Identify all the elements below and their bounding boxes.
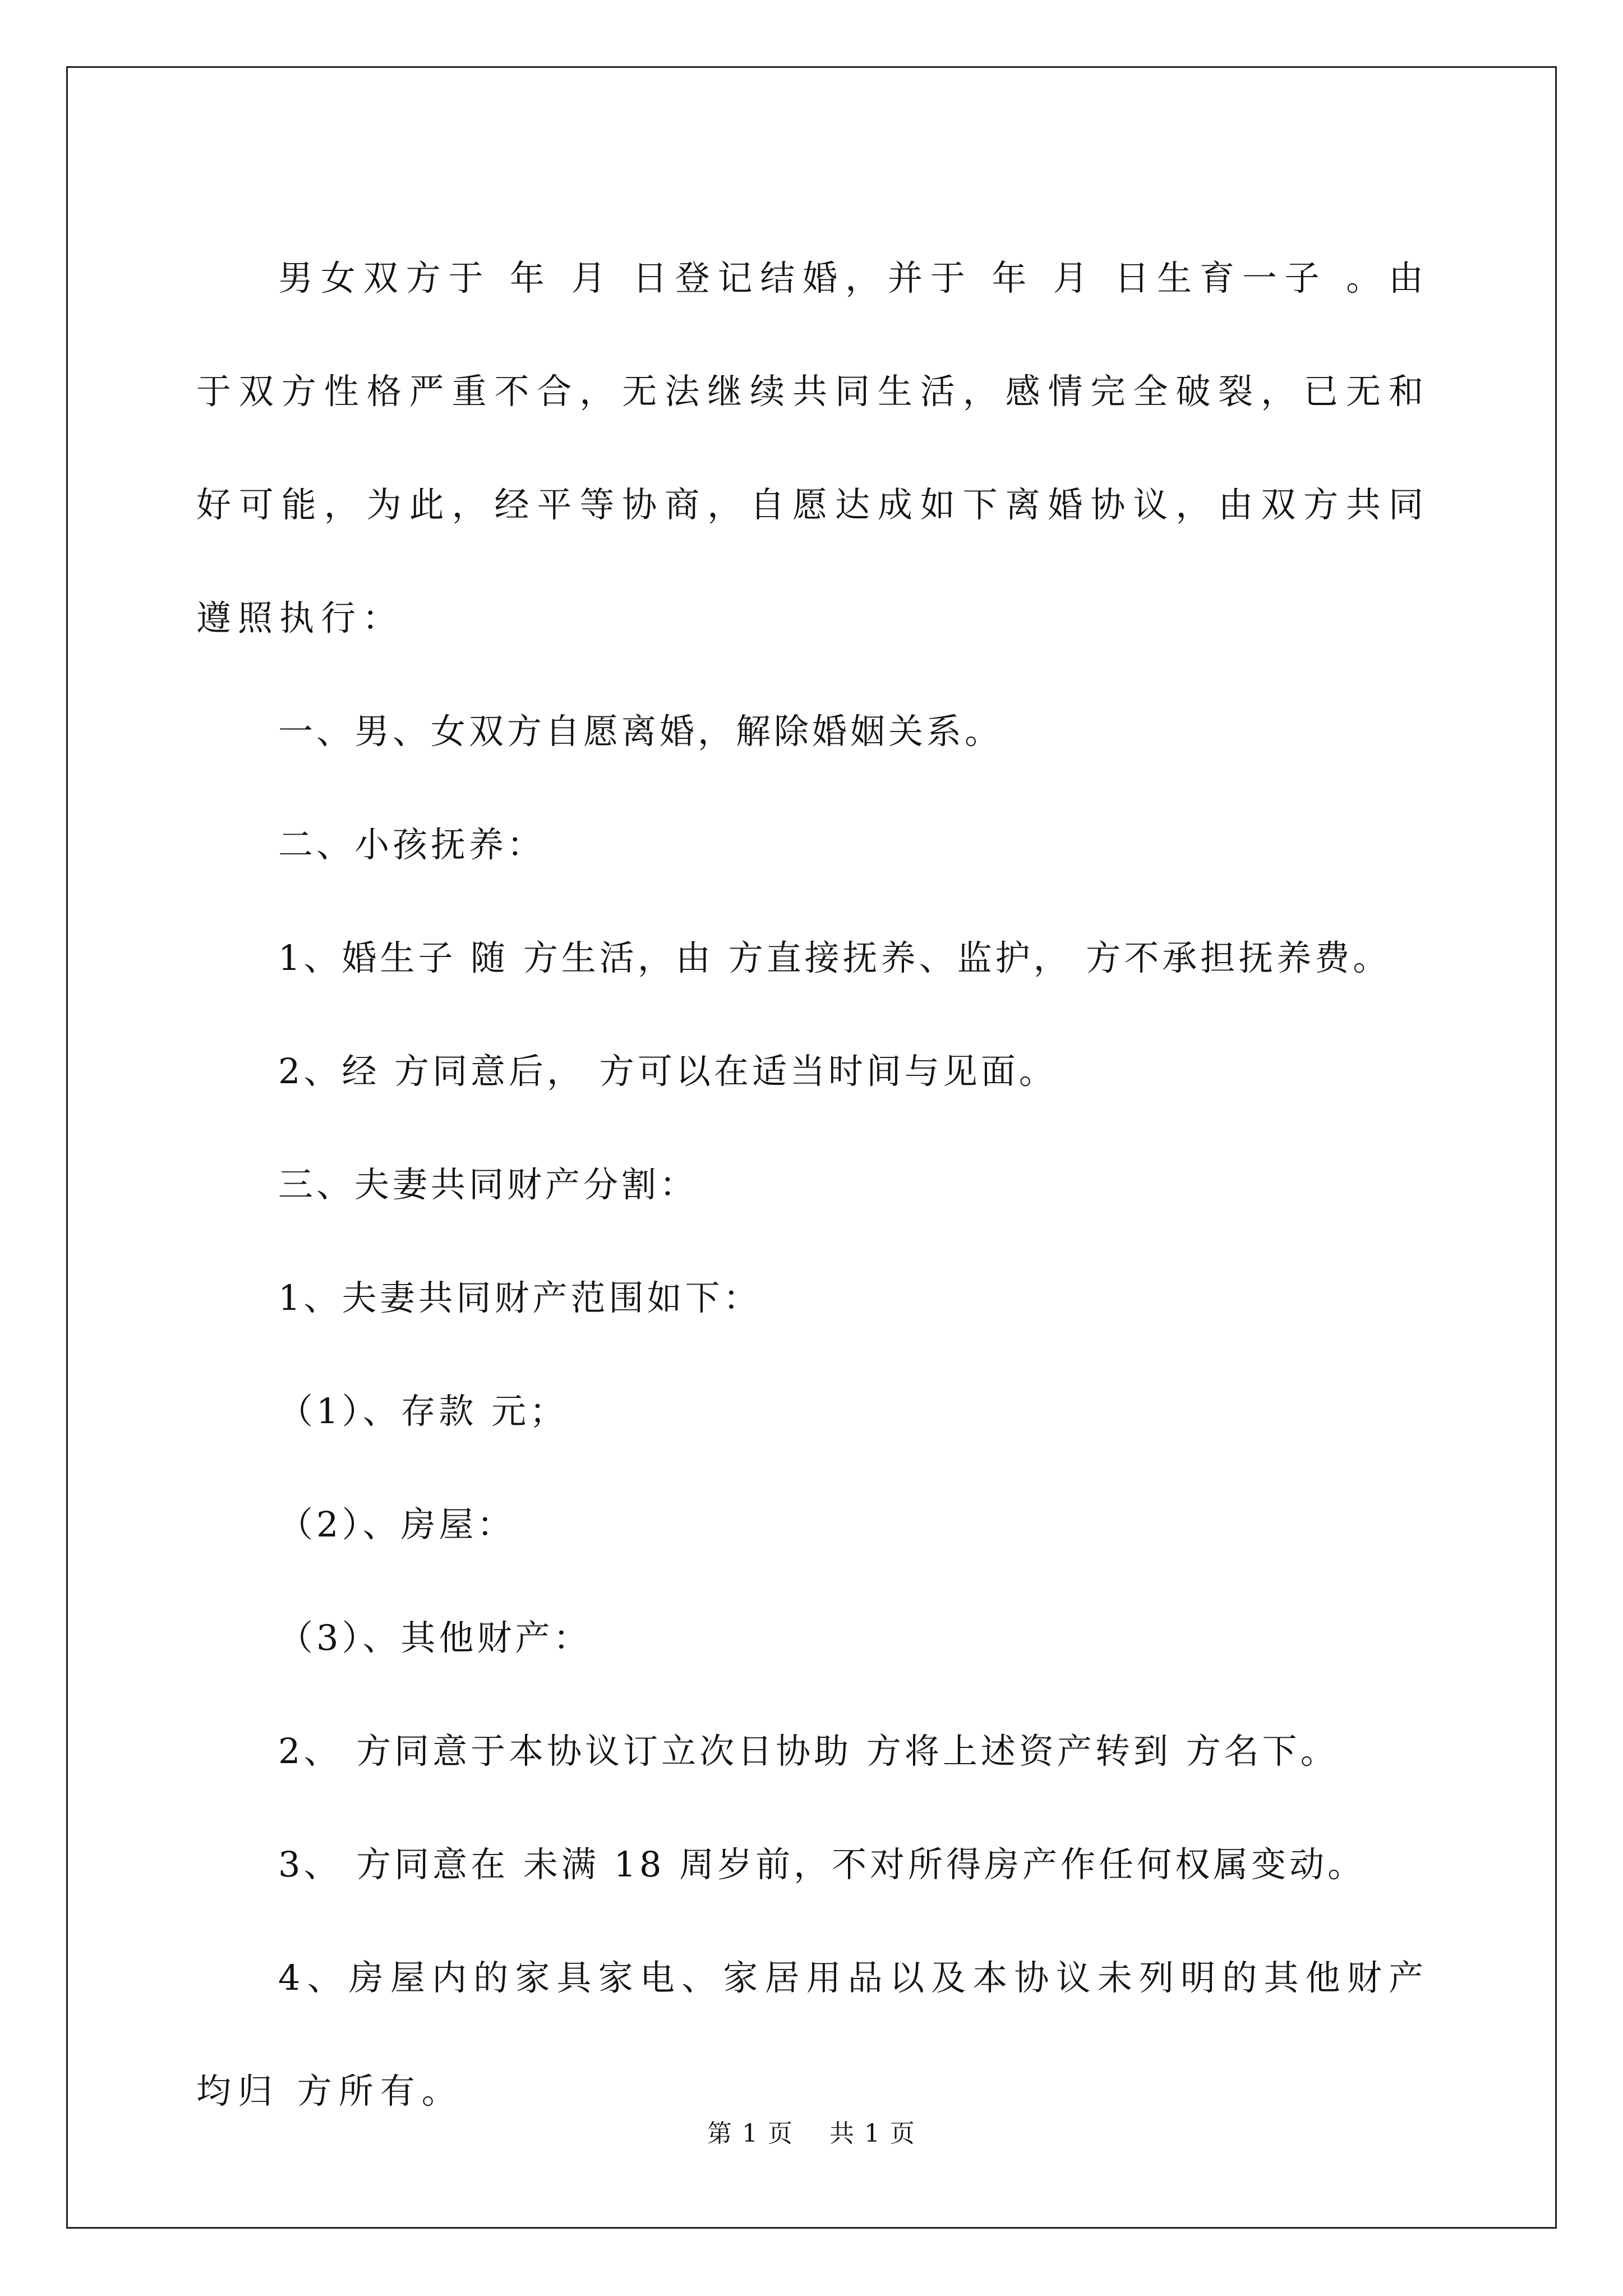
agreement-body bbox=[196, 222, 1430, 2148]
clause-3-item-4: 4、房屋内的家具家电、家居用品以及本协议未列明的其他财产均归 方所有。 bbox=[196, 1957, 1430, 2111]
intro-paragraph: 男女双方于 年 月 日登记结婚，并于 年 月 日生育一子 。由于双方性格严重不合，无法继续共同生活，感情完全破裂，已无和好可能，为此，经平等协商，自愿达成如下离婚协议，由双方共同遵照执行： bbox=[196, 257, 1430, 638]
property-item-house: （2）、房屋： bbox=[278, 1504, 515, 1545]
clause-2-heading-child-custody: 二、小孩抚养： bbox=[278, 824, 546, 865]
property-item-deposit: （1）、存款 元； bbox=[278, 1391, 568, 1432]
clause-3-item-2: 2、 方同意于本协议订立次日协助 方将上述资产转到 方名下。 bbox=[278, 1731, 1339, 1772]
clause-3-item-3: 3、 方同意在 未满 18 周岁前，不对所得房产作任何权属变动。 bbox=[278, 1844, 1366, 1885]
page-footer: 第 1 页 共 1 页 bbox=[707, 2119, 916, 2148]
clause-3-item-1: 1、夫妻共同财产范围如下： bbox=[278, 1277, 762, 1318]
property-item-other: （3）、其他财产： bbox=[278, 1617, 592, 1658]
clause-2-item-1: 1、婚生子 随 方生活，由 方直接抚养、监护， 方不承担抚养费。 bbox=[278, 937, 1391, 978]
clause-1-divorce: 一、男、女双方自愿离婚，解除婚姻关系。 bbox=[278, 711, 1003, 752]
clause-3-heading-property: 三、夫妻共同财产分割： bbox=[278, 1164, 698, 1205]
clause-2-item-2: 2、经 方同意后， 方可以在适当时间与见面。 bbox=[278, 1051, 1057, 1092]
